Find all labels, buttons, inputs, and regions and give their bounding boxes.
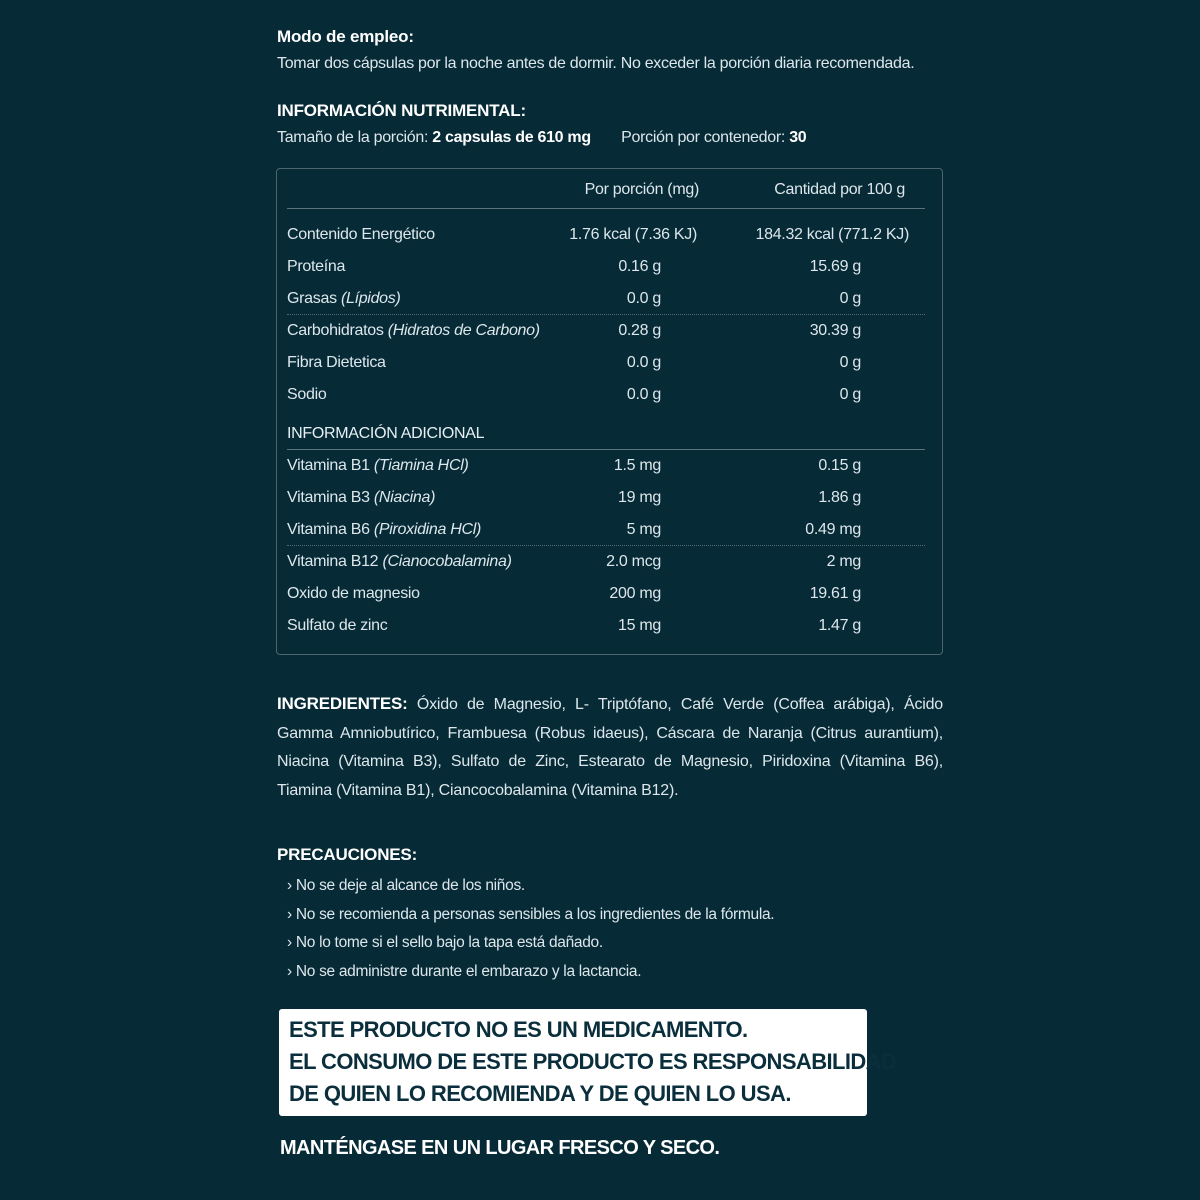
row-per-100g: 1.47 g xyxy=(818,617,861,634)
row-per-100g: 15.69 g xyxy=(809,258,861,275)
warning-line: EL CONSUMO DE ESTE PRODUCTO ES RESPONSABILIDAD xyxy=(289,1049,897,1074)
row-name: Fibra Dietetica xyxy=(287,354,386,371)
row-per-100g: 1.86 g xyxy=(818,489,861,506)
row-name xyxy=(287,283,401,315)
row-per-100g: 30.39 g xyxy=(809,322,861,339)
ingredients-list: Óxido de Magnesio, L- Triptófano, Café Verde (Coffea arábiga), Ácido Gamma Amniobutírico, Frambuesa (Robus idaeus), Cáscara de Naranja (Citrus aurantium), Niacina (Vitamina B3), Sulfato de Zinc, Estearato de Magnesio, Piridoxina (Vitamina B6), Tiamina (Vitamina B1), Ciancocobalamina (Vitamina B12). xyxy=(277,696,943,799)
row-per-100g: 0 g xyxy=(839,386,861,403)
row-per-serving: 0.16 g xyxy=(618,258,661,275)
row-name xyxy=(287,482,435,514)
row-per-serving: 0.28 g xyxy=(618,322,661,339)
row-per-serving: 200 mg xyxy=(609,585,661,602)
serving-label: Tamaño de la porción: xyxy=(277,129,429,146)
row-note: (Piroxidina HCl) xyxy=(373,521,482,538)
table-row xyxy=(287,514,925,546)
row-name: Sulfato de zinc xyxy=(287,617,388,634)
row-per-100g: 0.49 mg xyxy=(805,521,861,538)
warning-box xyxy=(279,1009,897,1116)
table-row xyxy=(287,546,925,578)
nutrition-title: INFORMACIÓN NUTRIMENTAL: xyxy=(277,101,526,120)
warning-line: ESTE PRODUCTO NO ES UN MEDICAMENTO. xyxy=(289,1017,748,1042)
row-name-text: Vitamina B3 xyxy=(287,489,370,506)
list-item: › No lo tome si el sello bajo la tapa está dañado. xyxy=(287,934,603,952)
row-per-serving: 2.0 mcg xyxy=(606,553,661,570)
row-name: Proteína xyxy=(287,258,346,275)
table-row xyxy=(287,610,925,642)
usage-title: Modo de empleo: xyxy=(277,27,414,46)
row-name: Oxido de magnesio xyxy=(287,585,420,602)
serving-info xyxy=(277,129,806,147)
row-name-text: Vitamina B6 xyxy=(287,521,370,538)
row-per-100g: 2 mg xyxy=(826,553,861,570)
ingredients-text xyxy=(277,690,943,805)
col-per-100g: Cantidad por 100 g xyxy=(774,181,905,198)
table-header xyxy=(287,174,925,206)
table-row xyxy=(287,379,925,411)
row-per-serving: 1.76 kcal (7.36 KJ) xyxy=(569,226,697,243)
warning-line: DE QUIEN LO RECOMIENDA Y DE QUIEN LO USA. xyxy=(289,1081,791,1106)
row-name-text: Vitamina B12 xyxy=(287,553,379,570)
row-name: Contenido Energético xyxy=(287,226,435,243)
additional-info-title: INFORMACIÓN ADICIONAL xyxy=(287,425,485,442)
row-name-text: Vitamina B1 xyxy=(287,457,370,474)
row-per-serving: 15 mg xyxy=(618,617,661,634)
row-per-100g: 0 g xyxy=(839,290,861,307)
table-row xyxy=(287,219,925,251)
row-per-serving: 19 mg xyxy=(618,489,661,506)
ingredients-label: INGREDIENTES: xyxy=(277,694,408,713)
list-item: › No se administre durante el embarazo y la lactancia. xyxy=(287,962,642,980)
row-per-serving: 0.0 g xyxy=(626,290,661,307)
table-row xyxy=(287,347,925,379)
col-per-serving: Por porción (mg) xyxy=(584,181,699,198)
table-row xyxy=(287,251,925,283)
row-name-text: Grasas xyxy=(287,290,337,307)
row-per-serving: 0.0 g xyxy=(626,354,661,371)
row-per-serving: 5 mg xyxy=(626,521,661,538)
row-per-100g: 184.32 kcal (771.2 KJ) xyxy=(755,226,909,243)
row-name xyxy=(287,450,468,482)
row-per-serving: 1.5 mg xyxy=(613,457,661,474)
row-note: (Niacina) xyxy=(373,489,436,506)
usage-text: Tomar dos cápsulas por la noche antes de dormir. No exceder la porción diaria recomendada. xyxy=(277,55,915,72)
row-name xyxy=(287,315,540,347)
storage-text: MANTÉNGASE EN UN LUGAR FRESCO Y SECO. xyxy=(280,1137,720,1159)
list-item: › No se recomienda a personas sensibles a los ingredientes de la fórmula. xyxy=(287,905,775,923)
row-per-100g: 19.61 g xyxy=(809,585,861,602)
row-per-100g: 0 g xyxy=(839,354,861,371)
serving-value: 2 capsulas de 610 mg xyxy=(432,129,591,146)
row-per-serving: 0.0 g xyxy=(626,386,661,403)
additional-info-header xyxy=(287,418,925,450)
row-note: (Hidratos de Carbono) xyxy=(387,322,540,339)
precautions-list xyxy=(287,872,774,986)
row-name xyxy=(287,514,481,546)
row-note: (Tiamina HCl) xyxy=(373,457,469,474)
table-row xyxy=(287,482,925,514)
per-container-label: Porción por contenedor: xyxy=(621,129,786,146)
row-note: (Cianocobalamina) xyxy=(382,553,512,570)
list-item: › No se deje al alcance de los niños. xyxy=(287,877,525,894)
header-divider xyxy=(287,208,925,209)
per-container-value: 30 xyxy=(789,129,807,146)
row-name: Sodio xyxy=(287,386,327,403)
row-per-100g: 0.15 g xyxy=(818,457,861,474)
row-name xyxy=(287,546,512,578)
nutrition-table xyxy=(276,168,943,655)
row-name-text: Carbohidratos xyxy=(287,322,384,339)
table-row xyxy=(287,450,925,482)
table-row xyxy=(287,283,925,315)
row-note: (Lípidos) xyxy=(340,290,401,307)
precautions-title: PRECAUCIONES: xyxy=(277,845,418,864)
table-row xyxy=(287,578,925,610)
table-row xyxy=(287,315,925,347)
